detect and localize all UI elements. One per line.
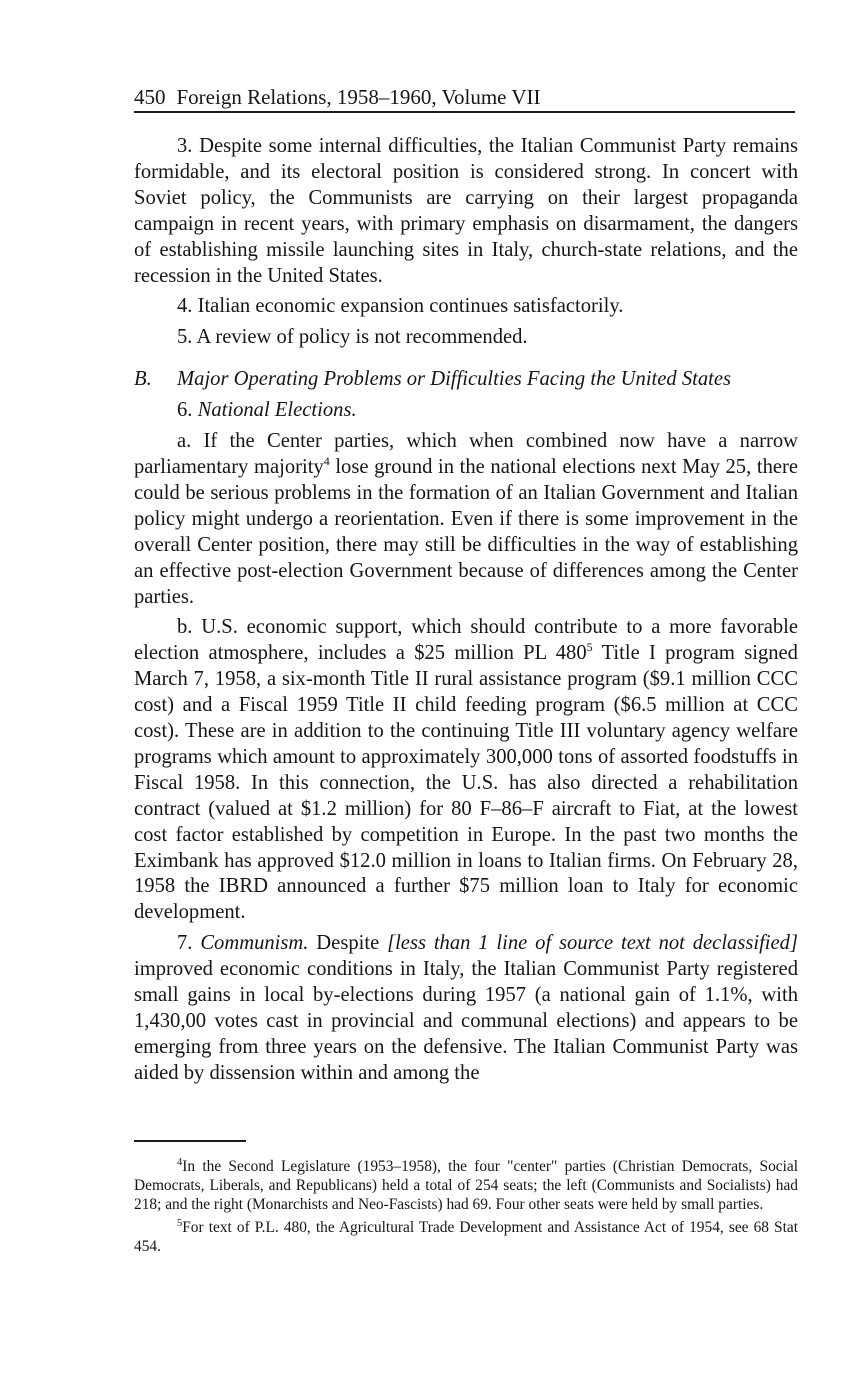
running-title: Foreign Relations, 1958–1960, Volume VII (176, 85, 541, 109)
paragraph-6b-text-start: b. U.S. economic support, which should contribute to a more favorable election atmosphere, includes a $25 million PL 480 (134, 616, 798, 665)
paragraph-7-number: 7. (177, 932, 193, 955)
paragraph-7 (134, 931, 798, 1086)
body-text (134, 134, 798, 1087)
paragraph-6-heading (134, 398, 798, 424)
footnotes (134, 1157, 798, 1256)
footnote-5-text: For text of P.L. 480, the Agricultural Trade Development and Assistance Act of 1954, see 68 Stat 454. (134, 1219, 798, 1255)
footnote-4 (134, 1157, 798, 1214)
running-header (134, 84, 794, 110)
footnote-rule (134, 1140, 246, 1142)
section-b-title: Major Operating Problems or Difficulties Facing the United States (177, 368, 732, 391)
section-b-heading (134, 367, 798, 393)
header-rule (134, 111, 795, 113)
paragraph-6-number: 6. (177, 399, 193, 422)
footnote-ref-5: 5 (586, 640, 593, 655)
paragraph-3: 3. Despite some internal difficulties, the Italian Communist Party remains formidable, and its electoral position is considered strong. In concert with Soviet policy, the Communists are carrying on their largest propaganda campaign in recent years, with primary emphasis on disarmament, the dangers of establishing missile launching sites in Italy, church-state relations, and the recession in the United States. (134, 135, 798, 287)
footnote-4-text: In the Second Legislature (1953–1958), the four "center" parties (Christian Democrats, Social Democrats, Liberals, and Republicans) held a total of 254 seats; the left (Communists and Socialists) had 218; and the right (Monarchists and Neo-Fascists) had 69. Four other seats were held by small parties. (134, 1158, 798, 1213)
paragraph-6-title: National Elections. (197, 399, 357, 422)
footnote-ref-4: 4 (323, 453, 330, 468)
footnote-4-mark: 4 (177, 1157, 183, 1168)
page-number: 450 (134, 85, 166, 109)
paragraph-7-text: improved economic conditions in Italy, the Italian Communist Party registered small gains in local by-elections during 1957 (a national gain of 1.1%, with 1,430,00 votes cast in provincial and communal elections) and appears to be emerging from three years on the defensive. The Italian Communist Party was aided by dissension within and among the (134, 958, 798, 1084)
paragraph-7-title: Communism. (200, 932, 309, 955)
paragraph-7-despite: Despite (308, 932, 388, 955)
paragraph-6b-text-end: Title I program signed March 7, 1958, a six-month Title II rural assistance program ($9.1 million CCC cost) and a Fiscal 1959 Title II child feeding program ($6.5 million at CCC cost). These are in addition to the continuing Title III voluntary agency welfare programs which amount to approximately 300,000 tons of assorted foodstuffs in Fiscal 1958. In this connection, the U.S. has also directed a rehabilitation contract (valued at $1.2 million) for 80 F–86–F aircraft to Fiat, at the lowest cost factor established by competition in Europe. In the past two months the Eximbank has approved $12.0 million in loans to Italian firms. On February 28, 1958 the IBRD announced a further $75 million loan to Italy for economic development. (134, 642, 798, 924)
section-b-letter: B. (134, 368, 152, 391)
paragraph-6a (134, 429, 798, 610)
paragraph-6b (134, 615, 798, 926)
paragraph-6a-text-end: lose ground in the national elections next May 25, there could be serious problems in the formation of an Italian Government and Italian policy might undergo a reorientation. Even if there is some improvement in the overall Center position, there may still be difficulties in the way of establishing an effective post-election Government because of differences among the Center parties. (134, 455, 799, 608)
paragraph-5: 5. A review of policy is not recommended. (177, 326, 528, 349)
paragraph-6a-text-start: a. If the Center parties, which when combined now have a narrow parliamentary majority (134, 430, 798, 478)
paragraph-4: 4. Italian economic expansion continues satisfactorily. (177, 295, 624, 318)
footnote-5 (134, 1218, 798, 1256)
declassification-note: [less than 1 line of source text not declassified] (387, 932, 798, 955)
footnote-5-mark: 5 (177, 1218, 183, 1229)
